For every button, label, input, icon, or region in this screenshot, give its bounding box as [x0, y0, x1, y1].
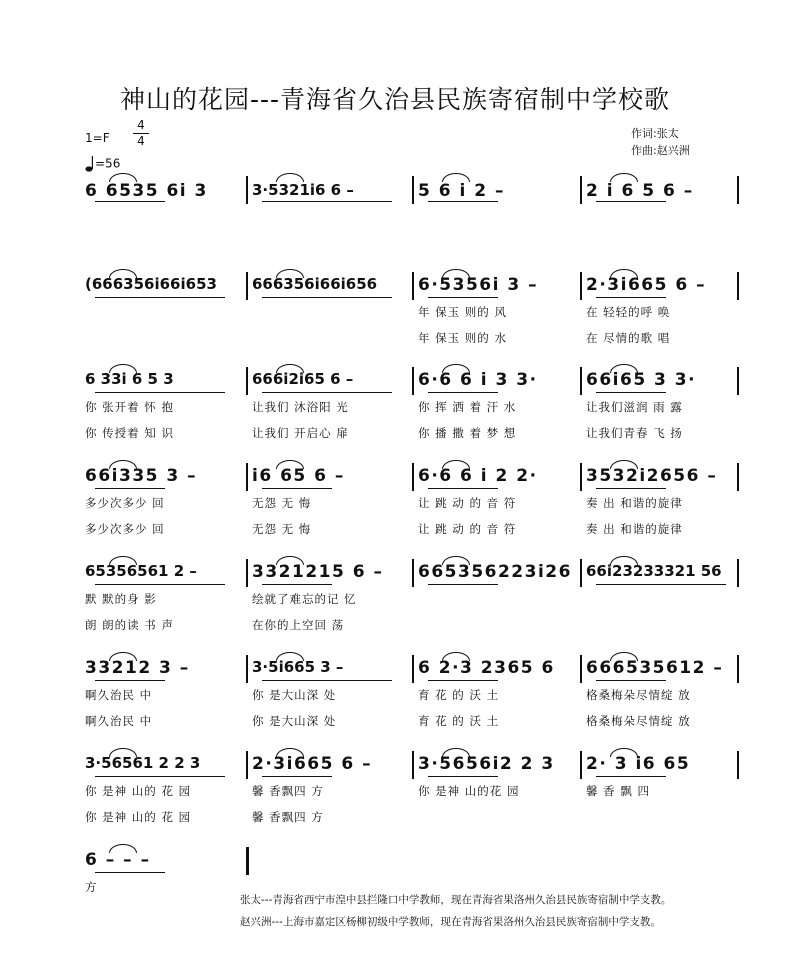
- lyric-line-1: 你 是神 山的花 园: [418, 784, 520, 798]
- beam-line: [262, 297, 392, 298]
- measure-notes: 2·3i665 6 –: [252, 754, 373, 774]
- beam-line: [596, 776, 666, 777]
- score-system: [0, 463, 790, 543]
- measure-notes: 665356223i26: [418, 562, 572, 582]
- lyric-line-1: 无怨 无 悔: [252, 496, 312, 510]
- lyric-line-2: 育 花 的 沃 土: [418, 714, 500, 728]
- slur-mark: [276, 269, 304, 278]
- lyric-line-2: 朗 朗的读 书 声: [85, 618, 174, 632]
- slur-mark: [610, 748, 638, 757]
- lyric-line-2: 年 保玉 则的 水: [418, 331, 507, 345]
- lyric-line-1: 啊久治民 中: [85, 688, 153, 702]
- lyric-line-2: 在你的上空回 荡: [252, 618, 345, 632]
- lyric-line-2: 啊久治民 中: [85, 714, 153, 728]
- lyric-line-1: 馨 香飘四 方: [252, 784, 324, 798]
- bar-line: [737, 463, 739, 491]
- lyric-line-1: 奏 出 和谐的旋律: [586, 496, 683, 510]
- quarter-note-icon: [85, 155, 95, 173]
- score-system: [0, 176, 790, 256]
- slur-mark: [442, 364, 470, 373]
- lyric-line-2: 奏 出 和谐的旋律: [586, 522, 683, 536]
- bar-line: [737, 176, 739, 204]
- measure-notes: 6·6 6 i 2 2·: [418, 466, 538, 486]
- lyric-line-1: 你 是神 山的 花 园: [85, 784, 192, 798]
- slur-mark: [276, 748, 304, 757]
- slur-mark: [442, 556, 470, 565]
- slur-mark: [276, 556, 304, 565]
- bar-line: [246, 751, 248, 779]
- measure-notes: 3532i2656 –: [586, 466, 718, 486]
- beam-line: [95, 392, 225, 393]
- measure-notes: 6 2·3 2365 6: [418, 658, 555, 678]
- beam-line: [95, 776, 225, 777]
- bar-line: [412, 176, 414, 204]
- lyric-line-1: 方: [85, 880, 98, 894]
- lyric-line-2: 在 尽情的歌 唱: [586, 331, 671, 345]
- bar-line: [412, 367, 414, 395]
- measure-notes: 2 i 6 5 6 –: [586, 181, 694, 201]
- lyric-line-1: 在 轻轻的呼 唤: [586, 305, 671, 319]
- beam-line: [596, 392, 666, 393]
- beam-line: [596, 201, 666, 202]
- bar-line: [246, 559, 248, 587]
- measure-notes: 3321215 6 –: [252, 562, 384, 582]
- bar-line: [246, 176, 248, 204]
- beam-line: [428, 776, 498, 777]
- beam-line: [428, 201, 498, 202]
- slur-mark: [610, 269, 638, 278]
- score-system: [0, 272, 790, 352]
- bar-line: [580, 272, 582, 300]
- tempo-value: =56: [95, 156, 121, 171]
- measure-notes: 6 – – –: [85, 850, 151, 870]
- bar-line: [412, 272, 414, 300]
- bar-line: [580, 463, 582, 491]
- composer: 作曲:赵兴洲: [631, 144, 690, 157]
- bar-line: [737, 559, 739, 587]
- lyric-line-1: 让 跳 动 的 音 符: [418, 496, 517, 510]
- slur-mark: [109, 460, 137, 469]
- lyric-line-2: 你 是神 山的 花 园: [85, 810, 192, 824]
- score-system: [0, 751, 790, 831]
- time-signature: [133, 118, 149, 149]
- measure-notes: 6·5356i 3 –: [418, 275, 539, 295]
- score-system: [0, 655, 790, 735]
- tempo-marking: [85, 155, 120, 173]
- footnotes: [240, 889, 671, 933]
- slur-mark: [109, 748, 137, 757]
- lyric-line-2: 无怨 无 悔: [252, 522, 312, 536]
- beam-line: [428, 584, 498, 585]
- lyric-line-1: 绘就了难忘的记 忆: [252, 592, 357, 606]
- lyricist: 作词:张太: [631, 127, 679, 140]
- time-signature-bottom: 4: [137, 134, 145, 148]
- bar-line: [412, 559, 414, 587]
- lyric-line-1: 多少次多少 回: [85, 496, 165, 510]
- lyric-line-1: 你 挥 洒 着 汗 水: [418, 400, 517, 414]
- measure-notes: 3·56561 2 2 3: [85, 754, 201, 772]
- slur-mark: [109, 844, 137, 853]
- slur-mark: [442, 269, 470, 278]
- slur-mark: [442, 460, 470, 469]
- slur-mark: [442, 173, 470, 182]
- beam-line: [95, 872, 165, 873]
- measure-notes: 65356561 2 –: [85, 562, 197, 580]
- slur-mark: [610, 364, 638, 373]
- bar-line: [246, 655, 248, 683]
- slur-mark: [109, 556, 137, 565]
- measure-notes: 6 6535 6i 3: [85, 181, 208, 201]
- beam-line: [428, 392, 498, 393]
- bar-line: [246, 463, 248, 491]
- slur-mark: [610, 556, 638, 565]
- measure-notes: 6·6 6 i 3 3·: [418, 370, 538, 390]
- bar-line: [246, 367, 248, 395]
- beam-line: [428, 680, 498, 681]
- beam-line: [428, 488, 498, 489]
- lyric-line-1: 默 默的身 影: [85, 592, 157, 606]
- lyric-line-2: 让我们青春 飞 扬: [586, 426, 683, 440]
- beam-line: [95, 488, 165, 489]
- lyric-line-2: 格桑梅朵尽情绽 放: [586, 714, 691, 728]
- bar-line: [737, 655, 739, 683]
- beam-line: [596, 488, 666, 489]
- song-title: 神山的花园---青海省久治县民族寄宿制中学校歌: [119, 85, 671, 114]
- footnote-composer: 赵兴洲---上海市嘉定区杨柳初级中学教师，现在青海省果洛州久治县民族寄宿制中学支教。: [240, 916, 661, 928]
- slur-mark: [276, 652, 304, 661]
- key-signature: 1=F: [85, 131, 110, 145]
- bar-line: [580, 176, 582, 204]
- beam-line: [95, 680, 165, 681]
- measure-notes: i6 65 6 –: [252, 466, 345, 486]
- slur-mark: [109, 173, 137, 182]
- lyric-line-1: 让我们 沐浴阳 光: [252, 400, 349, 414]
- bar-line: [580, 751, 582, 779]
- bar-line: [412, 655, 414, 683]
- beam-line: [428, 297, 498, 298]
- bar-line: [412, 463, 414, 491]
- measure-notes: 3·5321i6 6 –: [252, 181, 354, 199]
- measure-notes: 66i335 3 –: [85, 466, 198, 486]
- bar-line: [580, 559, 582, 587]
- time-signature-top: 4: [137, 118, 145, 132]
- score-system: [0, 559, 790, 639]
- lyric-line-1: 让我们滋润 雨 露: [586, 400, 683, 414]
- lyric-line-2: 馨 香飘四 方: [252, 810, 324, 824]
- lyric-line-1: 年 保玉 则的 风: [418, 305, 507, 319]
- slur-mark: [276, 364, 304, 373]
- beam-line: [95, 201, 165, 202]
- measure-notes: (666356i66i653: [85, 275, 217, 293]
- slur-mark: [109, 364, 137, 373]
- measure-notes: 2·3i665 6 –: [586, 275, 707, 295]
- bar-line: [246, 847, 249, 875]
- bar-line: [580, 655, 582, 683]
- slur-mark: [442, 652, 470, 661]
- beam-line: [95, 297, 225, 298]
- bar-line: [580, 367, 582, 395]
- lyric-line-1: 你 张开着 怀 抱: [85, 400, 174, 414]
- beam-line: [262, 392, 392, 393]
- credits: [631, 125, 690, 159]
- lyric-line-2: 你 传授着 知 识: [85, 426, 174, 440]
- lyric-line-1: 育 花 的 沃 土: [418, 688, 500, 702]
- measure-notes: 6 33i 6 5 3: [85, 370, 174, 388]
- bar-line: [412, 751, 414, 779]
- measure-notes: 33212 3 –: [85, 658, 190, 678]
- measure-notes: 66i65 3 3·: [586, 370, 697, 390]
- measure-notes: 3·5i665 3 –: [252, 658, 344, 676]
- measure-notes: 666i2i65 6 –: [252, 370, 354, 388]
- beam-line: [262, 584, 332, 585]
- slur-mark: [109, 652, 137, 661]
- beam-line: [596, 680, 666, 681]
- bar-line: [737, 272, 739, 300]
- slur-mark: [610, 652, 638, 661]
- bar-line: [737, 751, 739, 779]
- footnote-lyricist: 张太---青海省西宁市湟中县拦隆口中学教师，现在青海省果洛州久治县民族寄宿制中学支教。: [240, 894, 672, 906]
- lyric-line-2: 让我们 开启心 扉: [252, 426, 349, 440]
- measure-notes: 666356i66i656: [252, 275, 378, 293]
- slur-mark: [610, 460, 638, 469]
- lyric-line-1: 你 是大山深 处: [252, 688, 337, 702]
- score-system: [0, 367, 790, 447]
- lyric-line-1: 格桑梅朵尽情绽 放: [586, 688, 691, 702]
- beam-line: [262, 201, 392, 202]
- slur-mark: [276, 173, 304, 182]
- measure-notes: 666535612 –: [586, 658, 724, 678]
- slur-mark: [276, 460, 304, 469]
- beam-line: [262, 776, 332, 777]
- beam-line: [262, 680, 392, 681]
- bar-line: [246, 272, 248, 300]
- slur-mark: [610, 173, 638, 182]
- beam-line: [95, 584, 225, 585]
- measure-notes: 66i23233321 56: [586, 562, 722, 580]
- lyric-line-2: 多少次多少 回: [85, 522, 165, 536]
- lyric-line-2: 你 是大山深 处: [252, 714, 337, 728]
- slur-mark: [109, 269, 137, 278]
- slur-mark: [442, 748, 470, 757]
- lyric-line-2: 让 跳 动 的 音 符: [418, 522, 517, 536]
- lyric-line-2: 你 播 撒 着 梦 想: [418, 426, 517, 440]
- measure-notes: 5 6 i 2 –: [418, 181, 505, 201]
- measure-notes: 3·5656i2 2 3: [418, 754, 555, 774]
- beam-line: [262, 488, 332, 489]
- measure-notes: 2· 3 i6 65: [586, 754, 691, 774]
- beam-line: [596, 297, 666, 298]
- beam-line: [596, 584, 726, 585]
- bar-line: [737, 367, 739, 395]
- lyric-line-1: 馨 香 飘 四: [586, 784, 650, 798]
